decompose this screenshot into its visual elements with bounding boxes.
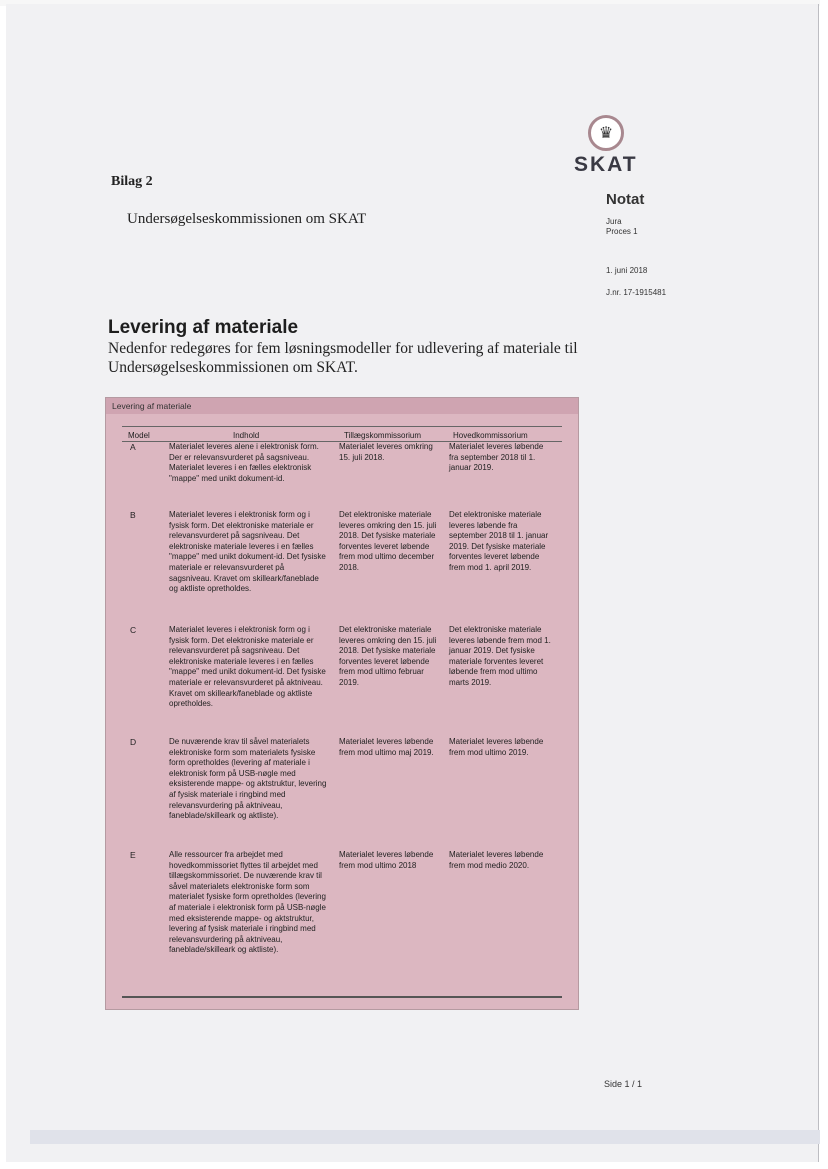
- row-supplementary: Materialet leveres løbende frem mod ultimo maj 2019.: [339, 737, 434, 757]
- table-title: Levering af materiale: [106, 398, 578, 414]
- row-model: A: [130, 442, 136, 452]
- row-model: E: [130, 850, 136, 860]
- row-content: Materialet leveres i elektronisk form og i fysisk form. Det elektroniske materiale er relevansvurderet på sagsniveau. Det elektroniske materiale leveres i en fælles "mappe" med unikt dokument-id. Det fysiske materiale er relevansvurderet på aktniveau. Kravet om skilleark/faneblade og aktliste opretholdes.: [169, 625, 326, 709]
- row-model: D: [130, 737, 137, 747]
- row-content: De nuværende krav til såvel materialets elektroniske form som materialets fysiske form opretholdes (levering af materiale i elektronisk form på USB-nøgle med eksisterende mappe- og aktstruktur, levering af fysisk materiale i ringbind med relevansvurdering på aktniveau, faneblade/skilleark og aktliste).: [169, 737, 327, 821]
- intro-paragraph: Nedenfor redegøres for fem løsningsmodeller for udlevering af materiale til Undersøgelseskommissionen om SKAT.: [108, 340, 578, 376]
- row-content: Alle ressourcer fra arbejdet med hovedkommissoriet flyttes til arbejdet med tillægskommissoriet. De nuværende krav til såvel materialets elektroniske form som materialet fysiske form opretholdes (levering af materiale i elektronisk form på USB-nøgle med eksisterende mappe- og aktstruktur, levering af fysisk materiale i ringbind med relevansvurdering på aktniveau, faneblade/skilleark og aktliste).: [169, 850, 326, 955]
- row-content: Materialet leveres i elektronisk form og i fysisk form. Det elektroniske materiale er relevansvurderet på sagsniveau. Det elektroniske materiale leveres i en fælles "mappe" med unikt dokument-id. Det fysiske materiale er relevansvurderet på sagsniveau. Kravet om skilleark/faneblade og aktliste opretholdes.: [169, 510, 326, 594]
- dept-label: Jura: [606, 217, 622, 226]
- row-supplementary: Det elektroniske materiale leveres omkring den 15. juli 2018. Det fysiske materiale forventes leveret løbende frem mod ultimo december 2018.: [339, 510, 437, 572]
- row-main: Materialet leveres løbende frem mod medio 2020.: [449, 850, 544, 870]
- doc-type: Notat: [606, 191, 645, 208]
- col-header-model: Model: [128, 431, 150, 440]
- row-model: C: [130, 625, 137, 635]
- row-main: Materialet leveres løbende fra september 2018 til 1. januar 2019.: [449, 442, 544, 473]
- scan-edge: [30, 1130, 820, 1144]
- col-header-content: Indhold: [233, 431, 260, 440]
- table-bottom-rule: [122, 996, 562, 998]
- row-supplementary: Materialet leveres omkring 15. juli 2018.: [339, 442, 433, 462]
- row-main: Det elektroniske materiale leveres løbende frem mod 1. januar 2019. Det fysiske materiale forventes leveret løbende frem mod ultimo marts 2019.: [449, 625, 551, 687]
- row-supplementary: Materialet leveres løbende frem mod ultimo 2018: [339, 850, 434, 870]
- crown-icon: ♛: [588, 115, 624, 151]
- doc-date: 1. juni 2018: [606, 266, 648, 275]
- scanned-page: [6, 4, 819, 1162]
- row-main: Materialet leveres løbende frem mod ultimo 2019.: [449, 737, 544, 757]
- dept-sub-label: Proces 1: [606, 227, 638, 236]
- row-model: B: [130, 510, 136, 520]
- col-header-supplementary: Tillægskommissorium: [344, 431, 422, 440]
- page-number: Side 1 / 1: [604, 1079, 643, 1089]
- journal-number: J.nr. 17-1915481: [606, 288, 667, 297]
- commission-name: Undersøgelseskommissionen om SKAT: [127, 211, 367, 227]
- appendix-label: Bilag 2: [111, 174, 153, 189]
- skat-logo: SKAT: [574, 153, 638, 176]
- page-title: Levering af materiale: [108, 317, 299, 338]
- row-supplementary: Det elektroniske materiale leveres omkring den 15. juli 2018. Det fysiske materiale forventes leveret løbende frem mod ultimo februar 2019.: [339, 625, 437, 687]
- row-content: Materialet leveres alene i elektronisk form. Der er relevansvurderet på sagsniveau. Materialet leveres i en fælles elektronisk "mappe" med unikt dokument-id.: [169, 442, 319, 483]
- materials-table: [105, 397, 579, 1010]
- row-main: Det elektroniske materiale leveres løbende fra september 2018 til 1. januar 2019. Det fysiske materiale forventes leveret løbende frem mod 1. april 2019.: [449, 510, 549, 572]
- table-top-rule: [122, 426, 562, 427]
- col-header-main: Hovedkommissorium: [453, 431, 528, 440]
